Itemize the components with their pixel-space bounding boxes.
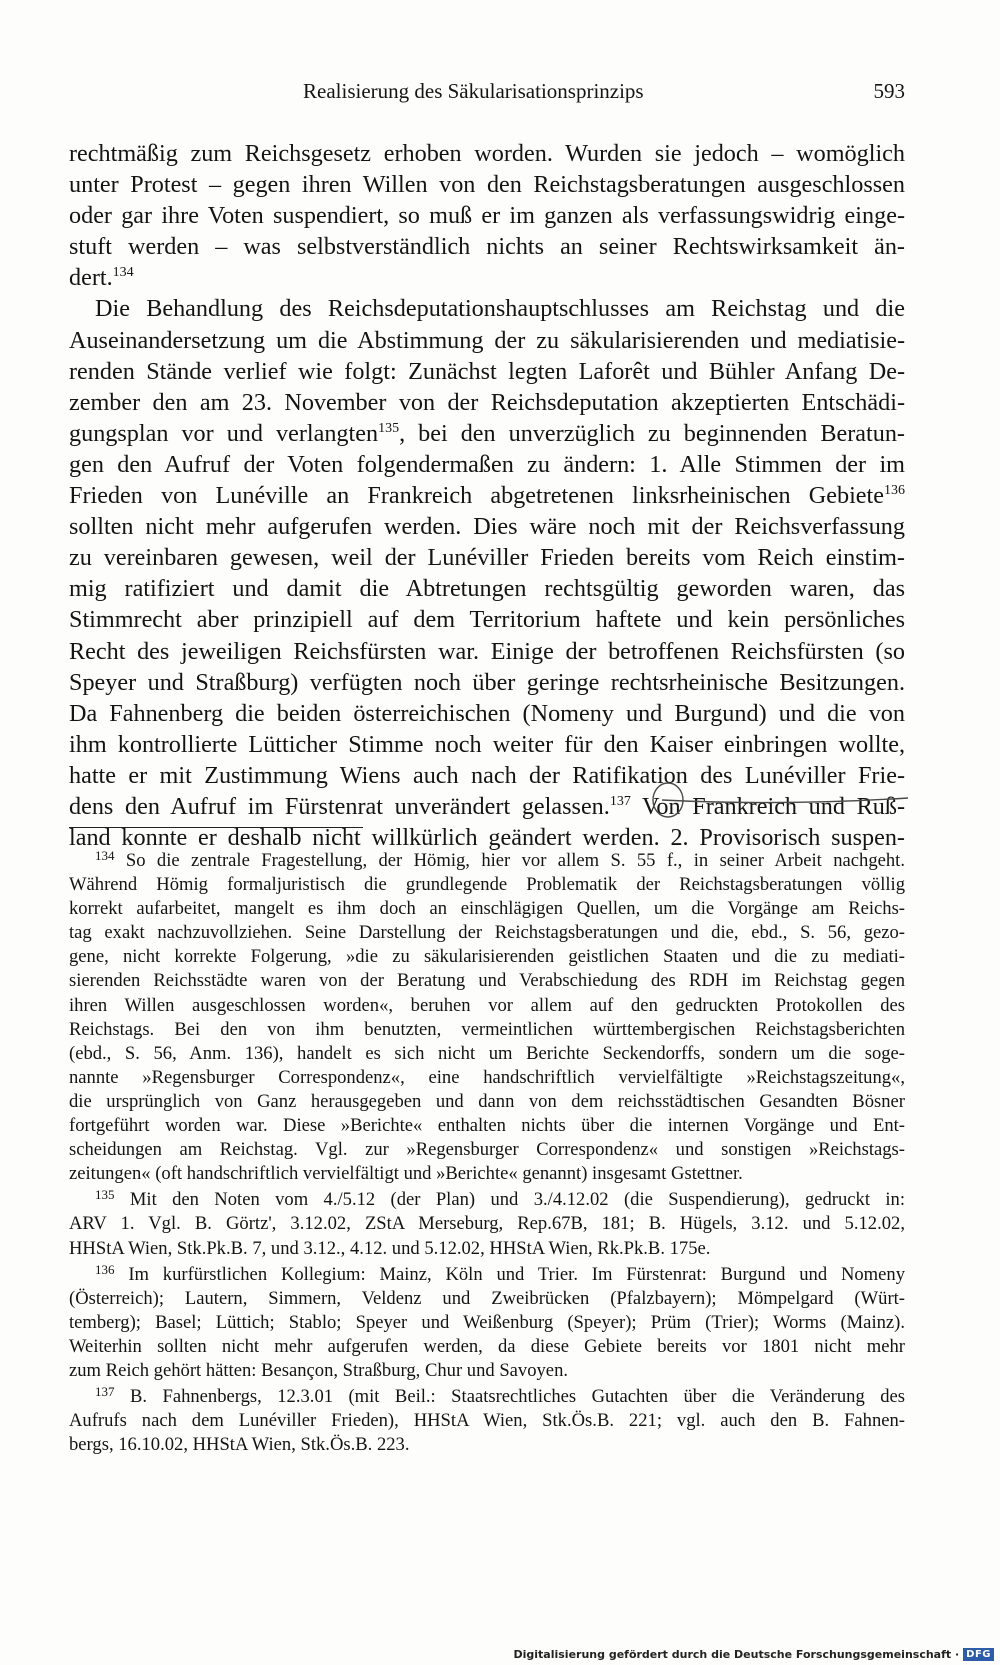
footnote-line bbox=[69, 1138, 905, 1162]
footnote-text: zeitungen« (oft handschriftlich vervielfältigt und »Berichte« genannt) insgesamt Gstettner. bbox=[69, 1163, 743, 1185]
digitization-credit bbox=[513, 1648, 994, 1661]
footnote-text: zum Reich gehört hätten: Besançon, Straßburg, Chur und Savoyen. bbox=[69, 1359, 569, 1381]
text-segment: gungsplan vor und verlangten bbox=[69, 419, 379, 447]
text-segment: Speyer und Straßburg) verfügten noch über geringe rechtsrheinische Besitzungen. bbox=[69, 668, 905, 696]
footnote-text: tag exakt nachzuvollziehen. Seine Darstellung der Reichstagsberatungen und die, ebd., S. 56, gezo- bbox=[69, 922, 905, 944]
text-line bbox=[69, 387, 905, 418]
text-line bbox=[69, 760, 905, 791]
text-segment: hatte er mit Zustimmung Wiens auch nach der Ratifikation des Lunéviller Frie- bbox=[69, 761, 905, 789]
text-segment: zu vereinbaren gewesen, weil der Lunéviller Frieden bereits vom Reich einstim- bbox=[69, 544, 905, 572]
footnote-line bbox=[69, 1162, 905, 1186]
footnote-line bbox=[69, 1114, 905, 1138]
footnote-text: bergs, 16.10.02, HHStA Wien, Stk.Ös.B. 223. bbox=[69, 1434, 410, 1456]
footnote-text: die ursprünglich von Ganz herausgegeben und dann von dem reichsstädtischen Gesandten Bösner bbox=[69, 1090, 905, 1112]
text-line bbox=[69, 200, 905, 231]
footnote-line bbox=[69, 1237, 905, 1261]
text-segment: gen den Aufruf der Voten folgendermaßen zu ändern: 1. Alle Stimmen der im bbox=[69, 450, 905, 478]
text-segment: Auseinandersetzung um die Abstimmung der zu säkularisierenden und mediatisie- bbox=[69, 326, 905, 354]
text-line bbox=[69, 573, 905, 604]
text-segment: mig ratifiziert und damit die Abtretungen rechtsgültig geworden waren, das bbox=[69, 575, 905, 603]
footnote-number: 137 bbox=[95, 1384, 115, 1400]
footnote-line bbox=[69, 873, 905, 897]
text-segment: Von Frankreich und Ruß- bbox=[630, 792, 906, 820]
footnote-line bbox=[69, 994, 905, 1018]
footnote-line bbox=[69, 1263, 905, 1287]
text-segment: , bei den unverzüglich zu beginnenden Beratun- bbox=[399, 419, 905, 447]
footnote-ref[interactable]: 135 bbox=[378, 420, 400, 436]
text-segment: dert. bbox=[69, 264, 113, 292]
footnote-text: ARV 1. Vgl. B. Görtz', 3.12.02, ZStA Merseburg, Rep.67B, 181; B. Hügels, 3.12. und 5.12.02, bbox=[69, 1213, 905, 1235]
footnote-text: Aufrufs nach dem Lunéviller Frieden), HHStA Wien, Stk.Ös.B. 221; vgl. auch den B. Fahnen- bbox=[69, 1410, 905, 1432]
footnote-text: nannte »Regensburger Correspondenz«, eine handschriftlich vervielfältigte »Reichstagszeitung«, bbox=[69, 1066, 905, 1088]
text-line bbox=[69, 480, 905, 511]
footnote-text: scheidungen am Reichstag. Vgl. zur »Regensburger Correspondenz« und sonstigen »Reichstags- bbox=[69, 1139, 905, 1161]
footnote-line bbox=[69, 1066, 905, 1090]
text-segment: renden Stände verlief wie folgt: Zunächst legten Laforêt und Bühler Anfang De- bbox=[69, 357, 905, 385]
text-segment: rechtmäßig zum Reichsgesetz erhoben worden. Wurden sie jedoch – womöglich bbox=[69, 140, 905, 167]
footnote-text: Im kurfürstlichen Kollegium: Mainz, Köln und Trier. Im Fürstenrat: Burgund und Nomeny bbox=[128, 1263, 905, 1285]
text-segment: Recht des jeweiligen Reichsfürsten war. Einige der betroffenen Reichsfürsten (so bbox=[69, 637, 905, 665]
footnote-136 bbox=[69, 1263, 905, 1383]
footnote-text: ihren Willen ausgeschlossen worden«, beruhen vor allem auf den gedruckten Protokollen des bbox=[69, 994, 905, 1016]
footnote-line bbox=[69, 1287, 905, 1311]
text-line bbox=[69, 542, 905, 573]
footnote-separator bbox=[69, 827, 363, 828]
text-line bbox=[69, 511, 905, 542]
footnote-line bbox=[69, 897, 905, 921]
footnote-line bbox=[69, 969, 905, 993]
footnote-line bbox=[69, 1385, 905, 1409]
footnote-text: korrekt aufarbeitet, mangelt es ihm doch an einschlägigen Quellen, um die Vorgänge am Reichs- bbox=[69, 898, 905, 920]
credit-text: Digitalisierung gefördert durch die Deutsche Forschungsgemeinschaft · bbox=[513, 1648, 960, 1661]
text-line bbox=[69, 293, 905, 324]
footnote-text: fortgeführt worden war. Diese »Berichte« enthalten nichts über die internen Vorgänge und Ent- bbox=[69, 1115, 905, 1137]
running-title: Realisierung des Säkularisationsprinzips bbox=[303, 79, 644, 103]
footnote-number: 135 bbox=[95, 1187, 115, 1203]
footnote-line bbox=[69, 1335, 905, 1359]
footnote-ref[interactable]: 134 bbox=[112, 265, 134, 281]
footnote-text: temberg); Basel; Lüttich; Stablo; Speyer und Weißenburg (Speyer); Prüm (Trier); Worms (Mainz). bbox=[69, 1311, 905, 1333]
footnote-line bbox=[69, 849, 905, 873]
text-line bbox=[69, 138, 905, 169]
footnote-135 bbox=[69, 1188, 905, 1260]
footnote-line bbox=[69, 1188, 905, 1212]
text-line bbox=[69, 449, 905, 480]
text-segment: unter Protest – gegen ihren Willen von den Reichstagsberatungen ausgeschlossen bbox=[69, 171, 905, 199]
text-line bbox=[69, 325, 905, 356]
footnote-number: 134 bbox=[95, 848, 115, 863]
text-line bbox=[69, 667, 905, 698]
dfg-logo: DFG bbox=[963, 1648, 994, 1661]
text-segment: Stimmrecht aber prinzipiell auf dem Territorium haftete und kein persönliches bbox=[69, 606, 905, 634]
text-line bbox=[69, 169, 905, 200]
footnote-line bbox=[69, 1018, 905, 1042]
footnotes bbox=[69, 849, 905, 1459]
footnote-text: Mit den Noten vom 4./5.12 (der Plan) und 3./4.12.02 (die Suspendierung), gedruckt in: bbox=[129, 1189, 905, 1211]
footnote-text: HHStA Wien, Stk.Pk.B. 7, und 3.12., 4.12. und 5.12.02, HHStA Wien, Rk.Pk.B. 175e. bbox=[69, 1237, 711, 1259]
pen-circle-mark bbox=[648, 780, 688, 820]
text-segment: land konnte er deshalb nicht willkürlich geändert werden. 2. Provisorisch suspen- bbox=[69, 824, 905, 852]
text-segment: dens den Aufruf im Fürstenrat unverändert gelassen. bbox=[69, 792, 610, 820]
text-line bbox=[69, 698, 905, 729]
text-segment: Da Fahnenberg die beiden österreichischen (Nomeny und Burgund) und die von bbox=[69, 699, 905, 727]
footnote-text: Weiterhin sollten nicht mehr aufgerufen werden, da diese Gebiete bereits vor 1801 nicht mehr bbox=[69, 1335, 905, 1357]
footnote-line bbox=[69, 1409, 905, 1433]
text-segment: stuft werden – was selbstverständlich nichts an seiner Rechtswirksamkeit än- bbox=[69, 233, 905, 261]
footnote-line bbox=[69, 945, 905, 969]
footnote-134 bbox=[69, 849, 905, 1186]
text-segment: ihm kontrollierte Lütticher Stimme noch weiter für den Kaiser einbringen wollte, bbox=[69, 730, 905, 758]
text-segment: zember den am 23. November von der Reichsdeputation akzeptierten Entschädi- bbox=[69, 388, 905, 416]
text-line bbox=[69, 231, 905, 262]
main-text bbox=[69, 138, 905, 853]
footnote-137 bbox=[69, 1385, 905, 1457]
footnote-ref[interactable]: 137 bbox=[609, 793, 631, 809]
text-line bbox=[69, 418, 905, 449]
footnote-line bbox=[69, 1433, 905, 1457]
footnote-line bbox=[69, 1042, 905, 1066]
page-number: 593 bbox=[873, 79, 905, 103]
footnote-text: Reichstags. Bei den von ihm benutzten, vermeintlichen württembergischen Reichstagsberichten bbox=[69, 1018, 905, 1040]
footnote-line bbox=[69, 921, 905, 945]
footnote-text: Während Hömig formaljuristisch die grundlegende Problematik der Reichstagsberatungen völlig bbox=[69, 874, 905, 896]
footnote-line bbox=[69, 1090, 905, 1114]
text-line bbox=[69, 636, 905, 667]
footnote-line bbox=[69, 1212, 905, 1236]
footnote-text: (Österreich); Lautern, Simmern, Veldenz und Zweibrücken (Pfalzbayern); Mömpelgard (Würt- bbox=[69, 1287, 905, 1309]
footnote-text: So die zentrale Fragestellung, der Hömig, hier vor allem S. 55 f., in seiner Arbeit nachgeht. bbox=[125, 850, 905, 871]
footnote-line bbox=[69, 1311, 905, 1335]
text-line bbox=[69, 604, 905, 635]
text-segment: oder gar ihre Voten suspendiert, so muß er im ganzen als verfassungswidrig einge- bbox=[69, 202, 905, 230]
text-line bbox=[69, 356, 905, 387]
footnote-ref[interactable]: 136 bbox=[884, 483, 905, 499]
text-segment: Die Behandlung des Reichsdeputationshauptschlusses am Reichstag und die bbox=[95, 295, 905, 323]
footnote-text: sierenden Reichsstädte waren von der Beratung und Verabschiedung des RDH im Reichstag gegen bbox=[69, 970, 905, 992]
text-segment: sollten nicht mehr aufgerufen werden. Dies wäre noch mit der Reichsverfassung bbox=[69, 513, 905, 541]
footnote-line bbox=[69, 1359, 905, 1383]
footnote-text: (ebd., S. 56, Anm. 136), handelt es sich nicht um Berichte Seckendorffs, sondern um die soge- bbox=[69, 1042, 905, 1064]
footnote-number: 136 bbox=[95, 1261, 115, 1277]
pen-underline-mark bbox=[660, 790, 910, 808]
text-segment: Frieden von Lunéville an Frankreich abgetretenen linksrheinischen Gebiete bbox=[69, 482, 884, 510]
text-line bbox=[69, 262, 905, 293]
text-line bbox=[69, 729, 905, 760]
footnote-text: gene, nicht korrekte Folgerung, »die zu säkularisierenden geistlichen Staaten und die zu mediati- bbox=[69, 946, 905, 968]
footnote-text: B. Fahnenbergs, 12.3.01 (mit Beil.: Staatsrechtliches Gutachten über die Veränderung des bbox=[129, 1386, 905, 1408]
